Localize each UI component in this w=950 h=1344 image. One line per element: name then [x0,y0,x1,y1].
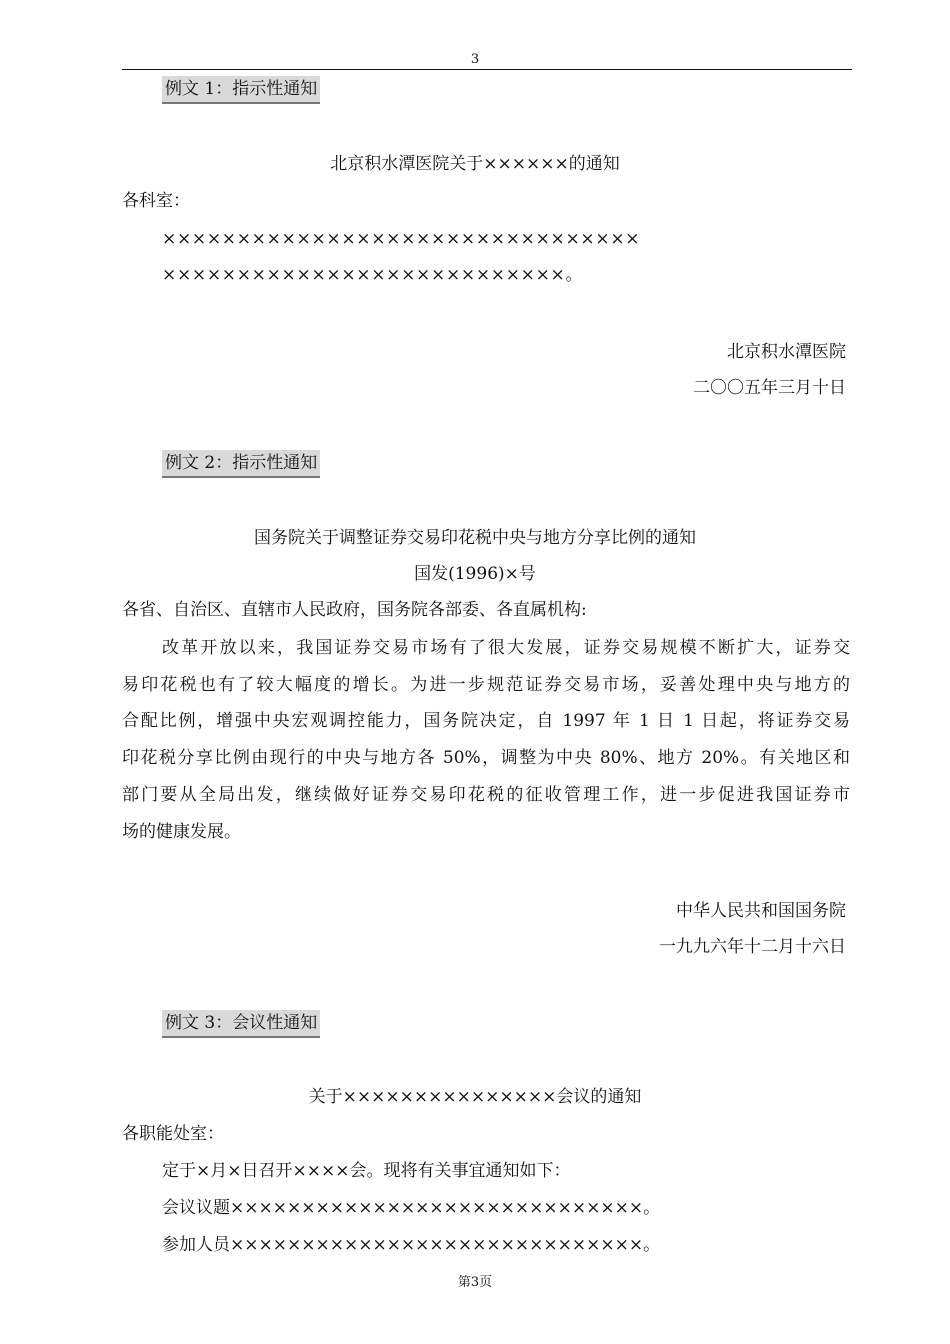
salutation: 各省、自治区、直辖市人民政府，国务院各部委、各直属机构: [122,600,587,620]
notice-title: 国务院关于调整证券交易印花税中央与地方分享比例的通知 [254,528,696,548]
notice-title: 关于×××××××××××××××会议的通知 [308,1087,642,1107]
body-line: 定于×月×日召开××××会。现将有关事宜通知如下： [162,1161,571,1181]
example-label: 例文 3：会议性通知 [162,1010,320,1038]
body-line: 会议议题×××××××××××××××××××××××××××××。 [162,1198,661,1218]
example-label: 例文 2：指示性通知 [162,450,320,478]
notice-title: 北京积水潭医院关于××××××的通知 [330,154,620,174]
body-line: 易印花税也有了较大幅度的增长。为进一步规范证券交易市场，妥善处理中央与地方的 [122,674,850,695]
document-number: 国发(1996)×号 [414,564,536,584]
signature: 北京积水潭医院 [727,342,846,362]
date: 二〇〇五年三月十日 [693,378,846,398]
body-line: 场的健康发展。 [122,821,241,842]
body-line: ×××××××××××××××××××××××××××××××× [162,229,641,249]
body-line: 部门要从全局出发，继续做好证券交易印花税的征收管理工作，进一步促进我国证券市 [122,784,850,805]
example-label: 例文 1：指示性通知 [162,76,320,104]
signature: 中华人民共和国国务院 [676,901,846,921]
body-line: 印花税分享比例由现行的中央与地方各 50%，调整为中央 80%、地方 20%。有关地区和 [122,748,850,769]
salutation: 各职能处室： [122,1124,224,1144]
body-line: ×××××××××××××××××××××××××××。 [162,265,584,285]
salutation: 各科室： [122,191,190,211]
header-rule [122,69,852,70]
body-paragraph [122,630,850,850]
body-line: 合配比例，增强中央宏观调控能力，国务院决定，自 1997 年 1 日 1 日起，将证券交易 [122,711,850,732]
page-header-number: 3 [470,52,480,67]
body-line: 参加人员×××××××××××××××××××××××××××××。 [162,1235,661,1255]
body-line: 改革开放以来，我国证券交易市场有了很大发展，证券交易规模不断扩大，证券交 [162,638,850,658]
page-footer-number: 第3页 [457,1275,493,1290]
date: 一九九六年十二月十六日 [659,937,846,957]
